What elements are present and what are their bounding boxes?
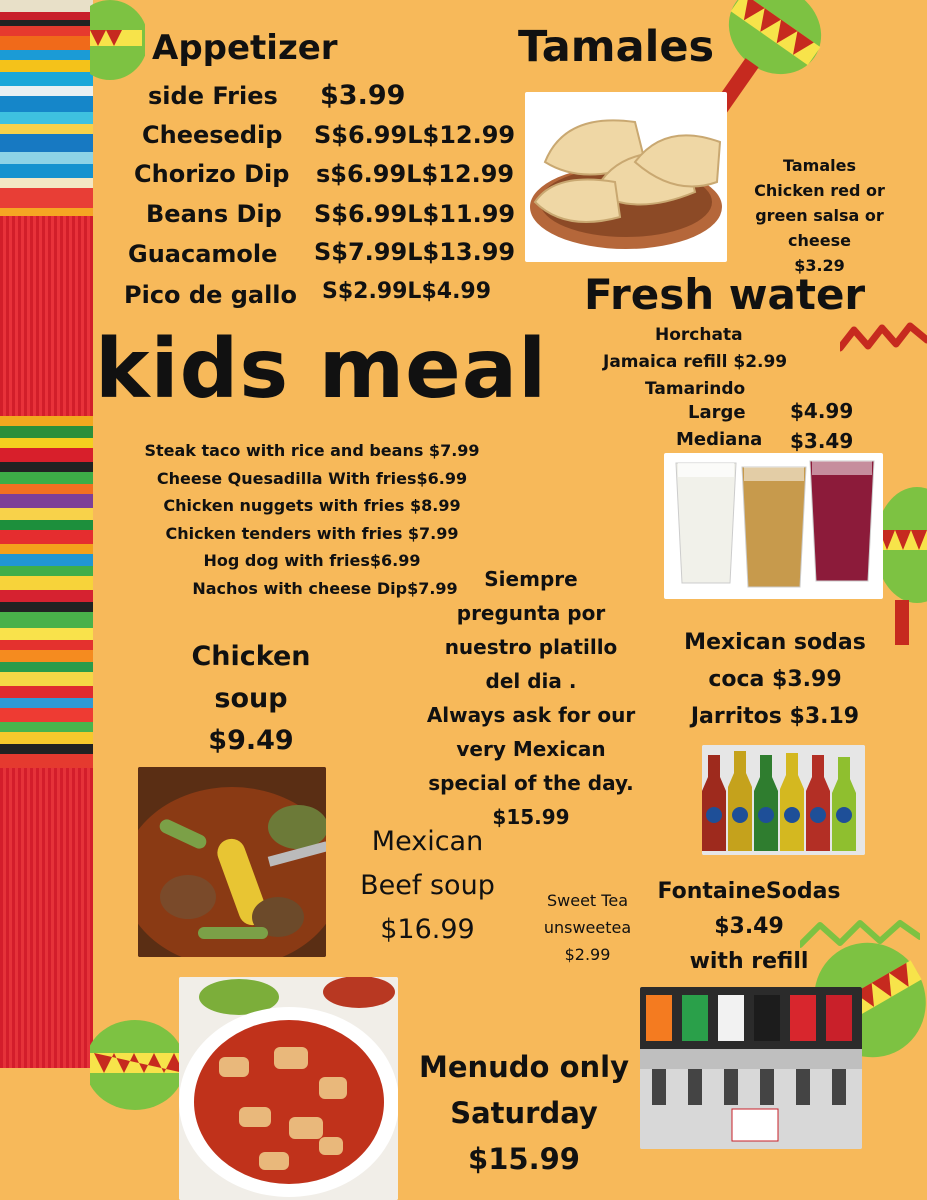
size-label: Mediana <box>676 429 763 450</box>
menu-item-name: Pico de gallo <box>124 281 298 309</box>
tamales-description <box>742 153 897 278</box>
tamales-desc-line: cheese <box>788 231 851 250</box>
chicken-soup-line: soup <box>214 683 288 714</box>
mexican-sodas-title: Mexican sodas <box>684 630 866 655</box>
sweet-tea <box>530 887 645 968</box>
special-line: del dia . <box>485 669 577 693</box>
menudo-section <box>408 1044 640 1182</box>
size-price: $3.49 <box>790 429 854 453</box>
special-of-the-day <box>405 562 657 834</box>
menudo-line: Menudo only <box>418 1050 629 1084</box>
sweet-tea-line: unsweetea <box>543 918 632 937</box>
special-price: $15.99 <box>492 805 570 829</box>
mexican-sodas-photo <box>702 745 865 855</box>
fountain-sodas <box>650 874 848 979</box>
sweet-tea-line: Sweet Tea <box>547 891 628 910</box>
fresh-water-line: Tamarindo <box>645 379 746 399</box>
menu-item-price: S$2.99L$4.99 <box>322 279 492 304</box>
special-line: nuestro platillo <box>444 635 618 659</box>
zigzag-ornament <box>840 318 927 358</box>
fountain-sodas-title: FontaineSodas <box>657 879 841 904</box>
chicken-soup-price: $9.49 <box>208 725 294 756</box>
special-line: Siempre <box>484 567 578 591</box>
menudo-price: $15.99 <box>468 1142 580 1176</box>
tamales-photo <box>525 92 727 262</box>
menudo-photo <box>179 977 398 1200</box>
kids-meal-item: Nachos with cheese Dip$7.99 <box>192 578 458 598</box>
tamales-title: Tamales <box>518 22 715 72</box>
kids-meal-title: kids meal <box>95 322 548 417</box>
kids-meal-item: Chicken nuggets with fries $8.99 <box>163 496 461 515</box>
kids-meal-item: Hog dog with fries$6.99 <box>203 551 421 570</box>
menu-item-price: S$7.99L$13.99 <box>314 238 516 266</box>
aguas-frescas-photo <box>664 453 883 599</box>
maraca-icon <box>90 0 145 100</box>
kids-meal-item: Steak taco with rice and beans $7.99 <box>144 441 480 460</box>
beef-soup-line: Mexican <box>371 826 484 857</box>
fountain-sodas-line: with refill <box>689 949 809 974</box>
fountain-machine-photo <box>640 987 862 1149</box>
tamales-desc-line: Chicken red or <box>754 181 885 200</box>
sweet-tea-price: $2.99 <box>564 945 611 964</box>
menudo-line: Saturday <box>450 1096 598 1130</box>
menu-item-price: S$6.99L$11.99 <box>314 200 516 228</box>
appetizer-title: Appetizer <box>152 28 338 68</box>
maraca-icon <box>720 0 870 150</box>
size-label: Large <box>688 402 746 423</box>
menu-item-price: $3.99 <box>320 80 406 111</box>
tamales-desc-line: green salsa or <box>755 206 884 225</box>
beef-soup-price: $16.99 <box>380 914 475 945</box>
menu-item-name: Guacamole <box>128 240 278 268</box>
chicken-soup-photo <box>138 767 326 957</box>
special-line: pregunta por <box>456 601 606 625</box>
menu-item-price: s$6.99L$12.99 <box>316 160 515 188</box>
kids-meal-item: Cheese Quesadilla With fries$6.99 <box>156 468 468 488</box>
chicken-soup-line: Chicken <box>191 641 311 672</box>
tamales-desc-line: Tamales <box>783 156 856 175</box>
kids-meal-item: Chicken tenders with fries $7.99 <box>165 523 459 543</box>
mexican-beef-soup <box>340 820 515 952</box>
fresh-water-line: Jamaica refill $2.99 <box>603 352 788 372</box>
mexican-sodas-line: Jarritos $3.19 <box>690 704 860 729</box>
serape-border <box>0 0 93 1200</box>
special-line: Always ask for our <box>426 703 636 727</box>
fresh-water-line: Horchata <box>655 325 743 345</box>
special-line: special of the day. <box>428 771 634 795</box>
menu-item-name: Beans Dip <box>146 200 282 228</box>
special-line: very Mexican <box>456 737 606 761</box>
mexican-sodas-line: coca $3.99 <box>708 667 842 692</box>
menu-item-price: S$6.99L$12.99 <box>314 121 516 149</box>
fountain-sodas-price: $3.49 <box>714 914 784 939</box>
menu-item-name: side Fries <box>148 82 278 110</box>
menu-item-name: Chorizo Dip <box>134 160 290 188</box>
menu-item-name: Cheesedip <box>142 121 283 149</box>
fresh-water-title: Fresh water <box>584 270 866 319</box>
size-price: $4.99 <box>790 399 854 423</box>
beef-soup-line: Beef soup <box>360 870 495 901</box>
tamales-price: $3.29 <box>794 256 845 275</box>
chicken-soup <box>170 636 332 762</box>
mexican-sodas <box>670 624 880 735</box>
